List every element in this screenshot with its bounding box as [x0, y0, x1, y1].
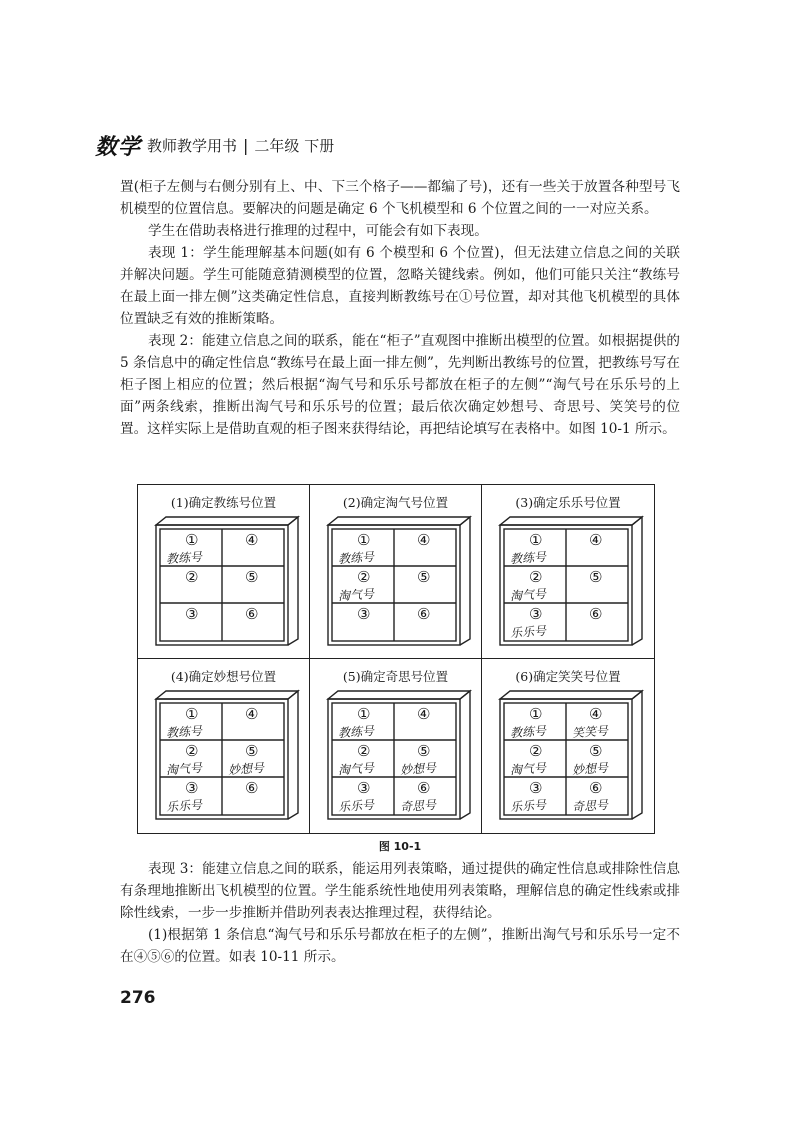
slot-number: ② [185, 568, 199, 586]
panel-title: (4)确定妙想号位置 [170, 669, 277, 684]
slot-number: ⑥ [417, 605, 431, 623]
handwritten-label: 淘气号 [337, 586, 375, 604]
handwritten-label: 乐乐号 [165, 797, 203, 815]
body-text-top [120, 176, 680, 440]
panel-title: (5)确定奇思号位置 [342, 669, 449, 684]
page-number: 276 [120, 988, 156, 1008]
paragraph: 学生在借助表格进行推理的过程中，可能会有如下表现。 [148, 223, 488, 239]
handwritten-label: 乐乐号 [509, 623, 547, 641]
handwritten-label: 教练号 [509, 723, 547, 741]
handwritten-label: 教练号 [165, 549, 203, 567]
figure-panel [310, 485, 482, 659]
panel-title: (6)确定笑笑号位置 [515, 669, 621, 684]
handwritten-label: 笑笑号 [571, 723, 609, 741]
paragraph: (1)根据第 1 条信息“淘气号和乐乐号都放在柜子的左侧”，推断出淘气号和乐乐号一定不在④⑤⑥的位置。如表 10-11 所示。 [120, 927, 680, 965]
handwritten-label: 教练号 [337, 549, 375, 567]
slot-number: ③ [357, 605, 371, 623]
slot-number: ⑥ [589, 605, 603, 623]
slot-number: ① [357, 531, 371, 549]
figure-panel [482, 659, 654, 833]
slot-number: ② [185, 742, 199, 760]
panel-title: (3)确定乐乐号位置 [515, 495, 621, 510]
slot-number: ④ [417, 531, 431, 549]
handwritten-label: 淘气号 [165, 760, 203, 778]
cabinet-drawing [496, 515, 646, 647]
paragraph: 置(柜子左侧与右侧分别有上、中、下三个格子——都编了号)，还有一些关于放置各种型号飞机模型的位置信息。要解决的问题是确定 6 个飞机模型和 6 个位置之间的一一对应关系。 [120, 179, 680, 217]
running-header [95, 130, 334, 161]
handwritten-label: 乐乐号 [509, 797, 547, 815]
slot-number: ② [529, 742, 543, 760]
slot-number: ④ [417, 705, 431, 723]
slot-number: ② [357, 742, 371, 760]
cabinet-drawing [324, 515, 474, 647]
header-brand: 数学 [95, 135, 142, 160]
paragraph: 表现 2：能建立信息之间的联系，能在“柜子”直观图中推断出模型的位置。如根据提供的 5 条信息中的确定性信息“教练号在最上面一排左侧”，先判断出教练号的位置，把教练号写在柜子图上相应的位置；然后根据“淘气号和乐乐号都放在柜子的左侧”“淘气号在乐乐号的上面”两条线索，推断出淘气号和乐乐号的位置；最后依次确定妙想号、奇思号、笑笑号的位置。这样实际上是借助直观的柜子图来获得结论，再把结论填写在表格中。如图 10-1 所示。 [120, 333, 680, 437]
slot-number: ⑤ [245, 568, 259, 586]
slot-number: ④ [245, 705, 259, 723]
slot-number: ③ [185, 605, 199, 623]
handwritten-label: 妙想号 [399, 760, 437, 778]
slot-number: ③ [357, 779, 371, 797]
slot-number: ④ [245, 531, 259, 549]
slot-number: ⑤ [417, 568, 431, 586]
handwritten-label: 教练号 [165, 723, 203, 741]
slot-number: ③ [185, 779, 199, 797]
slot-number: ⑥ [245, 605, 259, 623]
header-book-title: 教师教学用书 [147, 137, 238, 155]
handwritten-label: 奇思号 [571, 797, 609, 815]
figure-panel [310, 659, 482, 833]
slot-number: ① [529, 531, 543, 549]
slot-number: ⑥ [245, 779, 259, 797]
header-grade: 二年级 下册 [254, 137, 335, 155]
figure-caption: 图 10-1 [378, 840, 422, 853]
slot-number: ③ [529, 779, 543, 797]
paragraph: 表现 1：学生能理解基本问题(如有 6 个模型和 6 个位置)，但无法建立信息之间的关联并解决问题。学生可能随意猜测模型的位置，忽略关键线索。例如，他们可能只关注“教练号在最上面一排左侧”这类确定性信息，直接判断教练号在①号位置，却对其他飞机模型的具体位置缺乏有效的推断策略。 [120, 245, 680, 327]
slot-number: ② [357, 568, 371, 586]
slot-number: ⑥ [417, 779, 431, 797]
handwritten-label: 淘气号 [337, 760, 375, 778]
slot-number: ③ [529, 605, 543, 623]
slot-number: ⑤ [417, 742, 431, 760]
body-text-bottom [120, 858, 680, 968]
figure-panel [138, 485, 310, 659]
slot-number: ⑤ [589, 568, 603, 586]
figure-panel [138, 659, 310, 833]
slot-number: ⑤ [589, 742, 603, 760]
handwritten-label: 乐乐号 [337, 797, 375, 815]
slot-number: ① [185, 531, 199, 549]
figure-10-1 [137, 484, 655, 834]
handwritten-label: 教练号 [337, 723, 375, 741]
paragraph: 表现 3：能建立信息之间的联系，能运用列表策略，通过提供的确定性信息或排除性信息有条理地推断出飞机模型的位置。学生能系统性地使用列表策略，理解信息的确定性线索或排除性线索，一步一步推断并借助列表表达推理过程，获得结论。 [120, 861, 680, 921]
slot-number: ② [529, 568, 543, 586]
slot-number: ④ [589, 705, 603, 723]
cabinet-drawing [152, 689, 302, 821]
handwritten-label: 教练号 [509, 549, 547, 567]
handwritten-label: 奇思号 [399, 797, 437, 815]
slot-number: ⑥ [589, 779, 603, 797]
slot-number: ① [357, 705, 371, 723]
handwritten-label: 妙想号 [227, 760, 265, 778]
cabinet-drawing [496, 689, 646, 821]
cabinet-drawing [324, 689, 474, 821]
slot-number: ① [185, 705, 199, 723]
panel-title: (1)确定教练号位置 [170, 495, 277, 510]
header-separator: | [243, 136, 249, 155]
handwritten-label: 淘气号 [509, 760, 547, 778]
slot-number: ⑤ [245, 742, 259, 760]
cabinet-drawing [152, 515, 302, 647]
handwritten-label: 淘气号 [509, 586, 547, 604]
slot-number: ④ [589, 531, 603, 549]
panel-title: (2)确定淘气号位置 [342, 495, 449, 510]
handwritten-label: 妙想号 [571, 760, 609, 778]
slot-number: ① [529, 705, 543, 723]
figure-panel [482, 485, 654, 659]
